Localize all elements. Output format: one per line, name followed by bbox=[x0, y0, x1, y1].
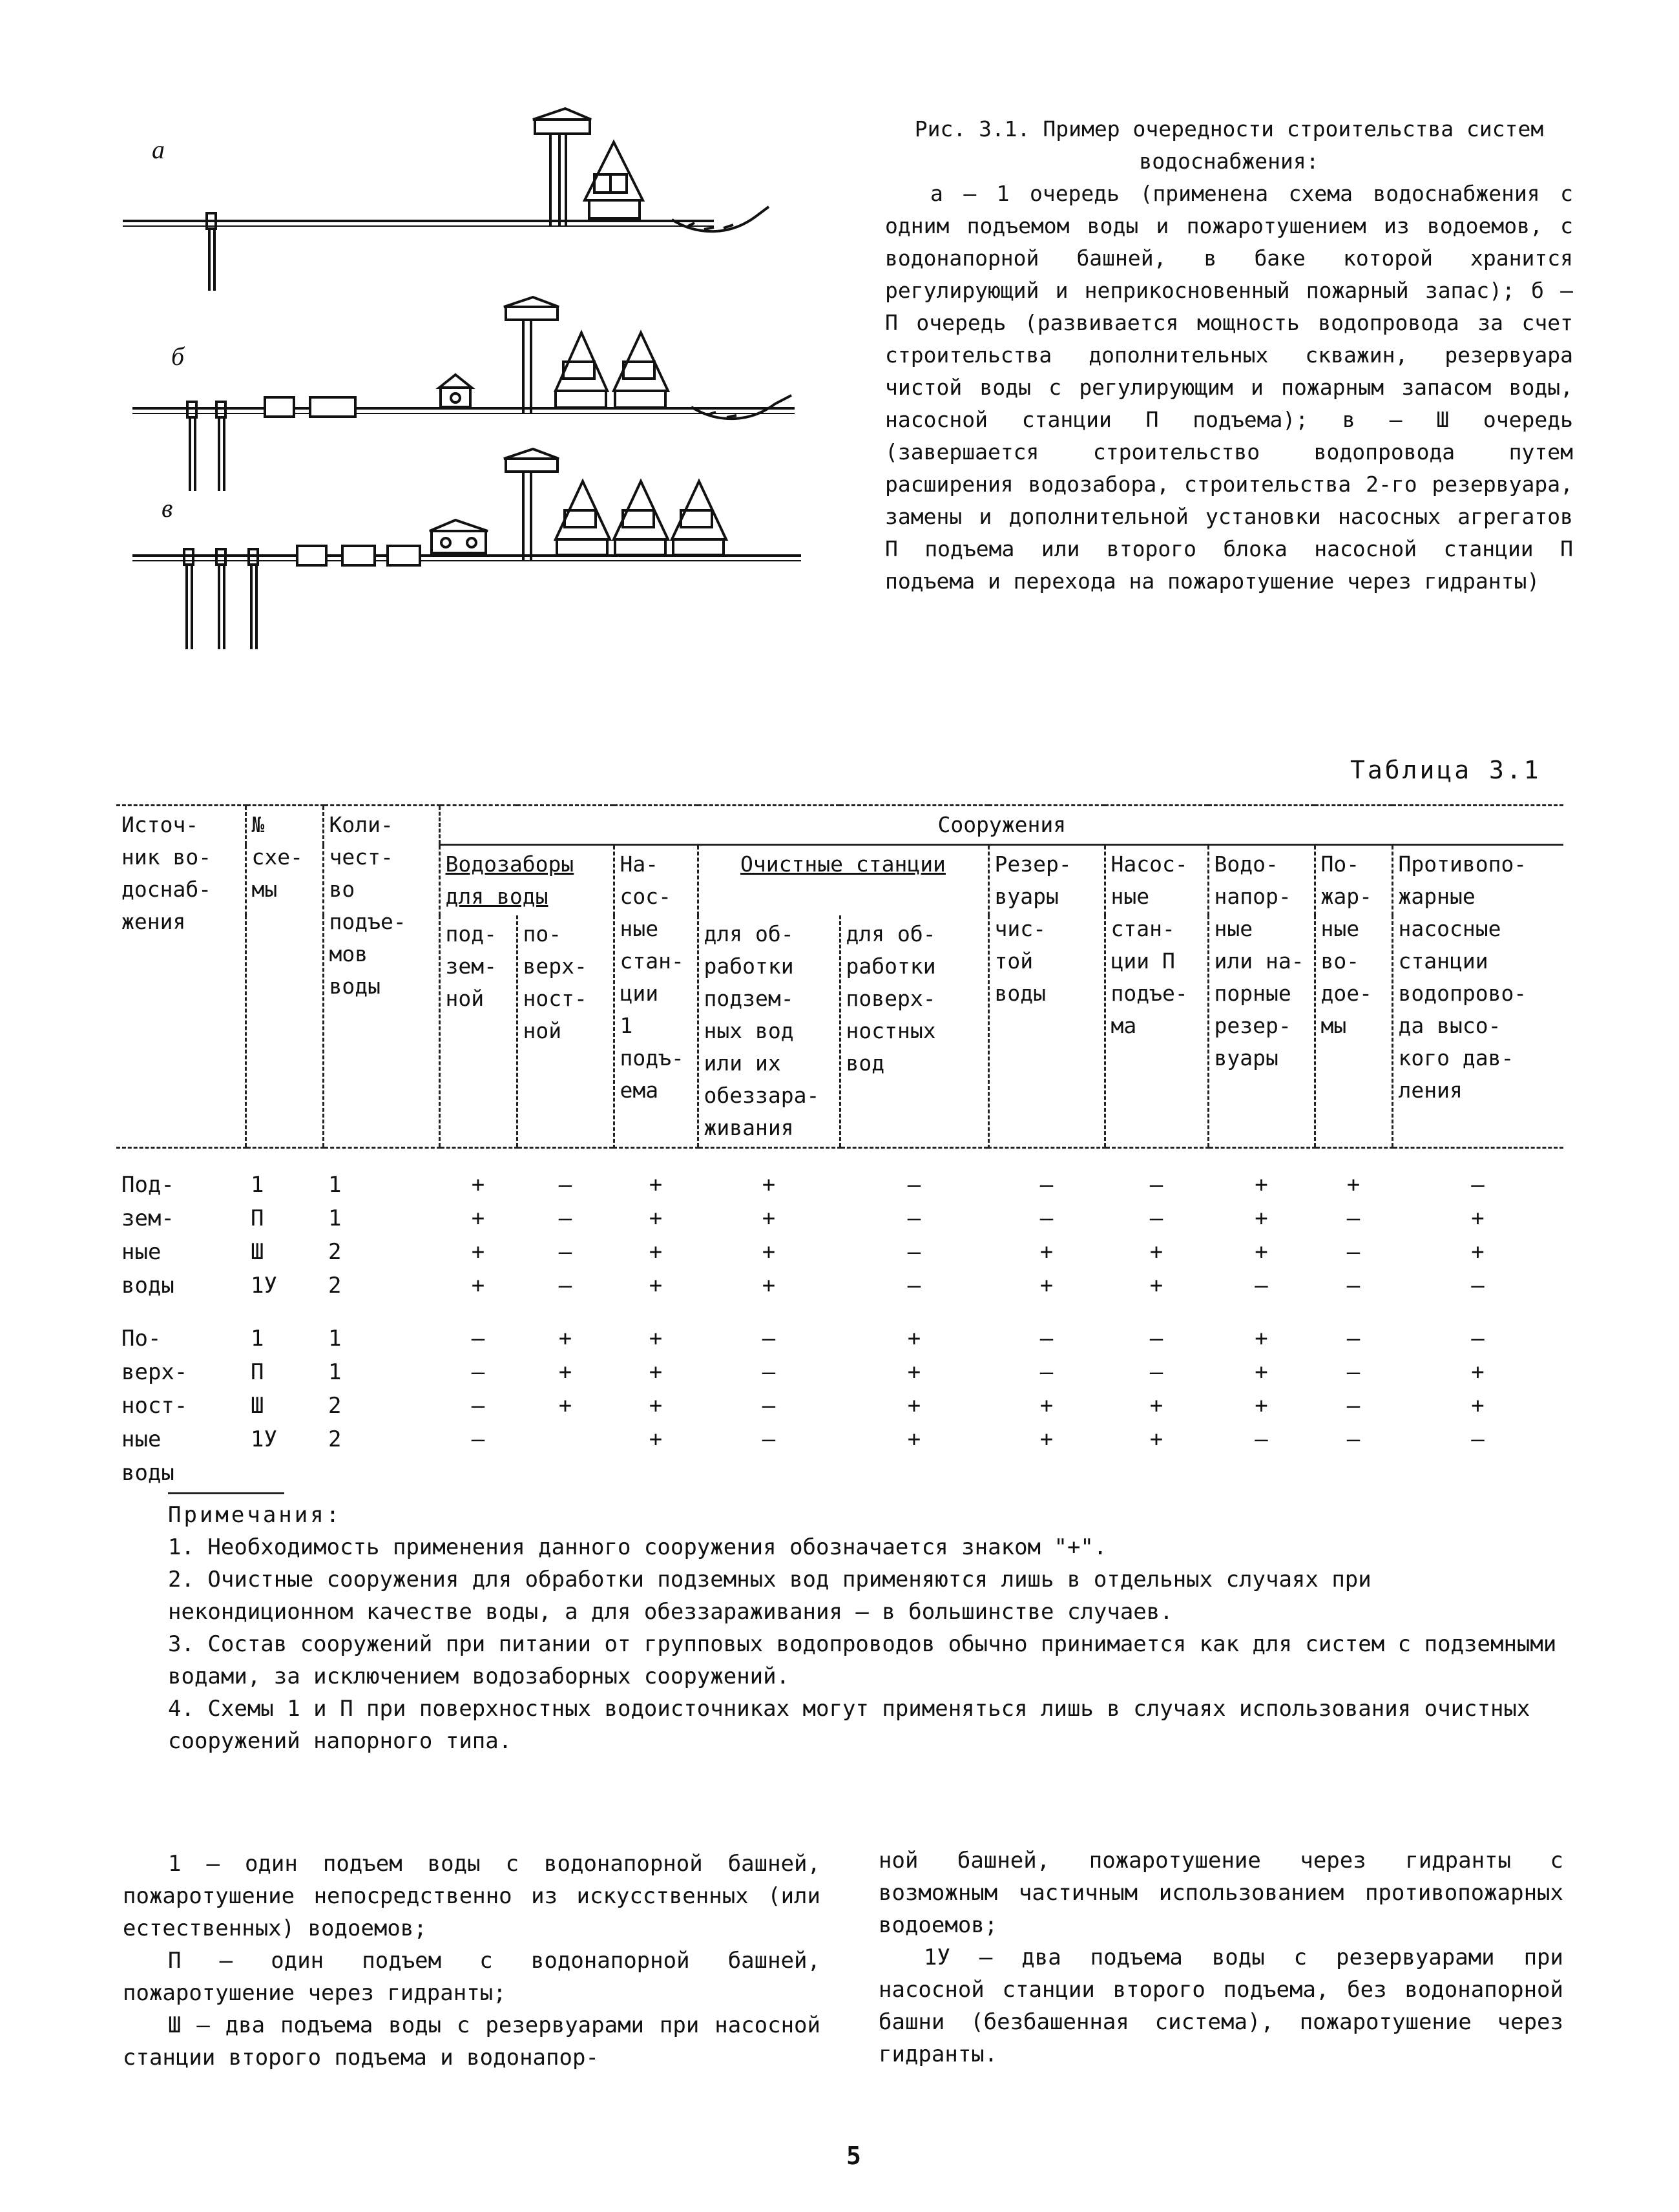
cell: + bbox=[1039, 1393, 1054, 1419]
header-source: Источ- ник во- доснаб- жения bbox=[116, 806, 245, 1148]
legend-item-continuation: ной башней, пожаротушение через гидранты с возможным частичным использованием противопожарных водоемов; bbox=[879, 1848, 1563, 1938]
cell: – bbox=[1149, 1359, 1163, 1385]
cell: + bbox=[1255, 1359, 1268, 1385]
row-source: По- bbox=[121, 1326, 162, 1351]
cell: – bbox=[1039, 1359, 1054, 1385]
cell: + bbox=[1471, 1359, 1485, 1385]
row-source: воды bbox=[121, 1460, 174, 1486]
cell: – bbox=[1346, 1426, 1361, 1452]
cell: – bbox=[1039, 1172, 1054, 1198]
cell: + bbox=[471, 1205, 485, 1231]
cell: + bbox=[907, 1426, 921, 1452]
table-row bbox=[116, 1235, 1563, 1269]
cell: – bbox=[907, 1273, 921, 1299]
cell: 2 bbox=[328, 1239, 342, 1265]
header-lifts: Коли- чест- во подъе- мов воды bbox=[323, 806, 439, 1148]
table-row bbox=[116, 1355, 1563, 1389]
header-scheme: № схе- мы bbox=[245, 806, 323, 1148]
cell: – bbox=[1471, 1426, 1485, 1452]
legend-item: Ш – два подъема воды с резервуарами при насосной станции второго подъема и водонапор- bbox=[123, 2012, 820, 2071]
cell: + bbox=[762, 1205, 776, 1231]
cell: + bbox=[649, 1205, 663, 1231]
cell: + bbox=[1039, 1239, 1054, 1265]
legend-item: 1 – один подъем воды с водонапорной башней, пожаротушение непосредственно из искусственных (или естественных) водоемов; bbox=[123, 1851, 820, 1941]
cell: + bbox=[1149, 1273, 1163, 1299]
cell: + bbox=[907, 1326, 921, 1351]
row-source: зем- bbox=[121, 1205, 174, 1231]
cell: + bbox=[649, 1172, 663, 1198]
cell bbox=[517, 1423, 614, 1456]
cell: + bbox=[649, 1239, 663, 1265]
cell: – bbox=[558, 1172, 572, 1198]
cell: + bbox=[1255, 1172, 1268, 1198]
cell: + bbox=[471, 1172, 485, 1198]
header-ponds: По- жар- ные во- дое- мы bbox=[1315, 845, 1392, 1148]
row-source: Под- bbox=[121, 1172, 174, 1198]
cell: + bbox=[1471, 1393, 1485, 1419]
page-number: 5 bbox=[846, 2142, 861, 2170]
note-item: 2. Очистные сооружения для обработки подземных вод применяются лишь в отдельных случаях при некондиционном качестве воды, а для обеззараживания – в большинстве случаев. bbox=[168, 1567, 1371, 1625]
cell: – bbox=[1346, 1239, 1361, 1265]
cell: + bbox=[907, 1393, 921, 1419]
header-treat-ground: для об- работки подзем- ных вод или их обеззара- живания bbox=[698, 915, 840, 1148]
cell: + bbox=[762, 1172, 776, 1198]
cell: – bbox=[762, 1393, 776, 1419]
cell: + bbox=[471, 1239, 485, 1265]
table-row bbox=[116, 1322, 1563, 1355]
figure-label-b: б bbox=[171, 342, 185, 371]
cell: П bbox=[251, 1205, 264, 1231]
cell: 2 bbox=[328, 1426, 342, 1452]
header-intakes: Водозаборы для воды bbox=[439, 845, 614, 916]
scheme-legend-left bbox=[123, 1848, 820, 2074]
figure-label-a: а bbox=[152, 135, 165, 164]
header-pump2: Насос- ные стан- ции П подъе- ма bbox=[1105, 845, 1208, 1148]
structures-table bbox=[116, 804, 1563, 1490]
table-row bbox=[116, 1423, 1563, 1456]
cell: – bbox=[1149, 1172, 1163, 1198]
cell: – bbox=[558, 1205, 572, 1231]
cell: + bbox=[1149, 1239, 1163, 1265]
cell: – bbox=[558, 1239, 572, 1265]
cell: – bbox=[1039, 1326, 1054, 1351]
cell: – bbox=[471, 1393, 485, 1419]
cell: + bbox=[1039, 1426, 1054, 1452]
cell: – bbox=[1255, 1273, 1268, 1299]
cell: – bbox=[471, 1359, 485, 1385]
table-row bbox=[116, 1269, 1563, 1302]
cell: + bbox=[1149, 1393, 1163, 1419]
figure-caption-title: Рис. 3.1. Пример очередности строительства систем водоснабжения: bbox=[914, 116, 1544, 174]
cell: + bbox=[558, 1359, 572, 1385]
cell: + bbox=[649, 1393, 663, 1419]
cell: – bbox=[1346, 1273, 1361, 1299]
cell: 1 bbox=[328, 1359, 342, 1385]
cell: + bbox=[1255, 1326, 1268, 1351]
cell: П bbox=[251, 1359, 264, 1385]
cell: Ш bbox=[251, 1239, 264, 1265]
legend-item: П – один подъем с водонапорной башней, пожаротушение через гидранты; bbox=[123, 1948, 820, 2006]
header-treatment: Очистные станции bbox=[698, 845, 988, 916]
legend-item: 1У – два подъема воды с резервуарами при насосной станции второго подъема, без водонапорной башни (безбашенная система), пожаротушение через гидранты. bbox=[879, 1945, 1563, 2067]
table-row bbox=[116, 1168, 1563, 1202]
cell: + bbox=[1149, 1426, 1163, 1452]
note-item: 1. Необходимость применения данного сооружения обозначается знаком "+". bbox=[168, 1534, 1107, 1560]
header-reservoirs: Резер- вуары чис- той воды bbox=[988, 845, 1105, 1148]
header-intake-ground: под- зем- ной bbox=[439, 915, 517, 1148]
cell: 1 bbox=[251, 1172, 264, 1198]
header-intake-surface: по- верх- ност- ной bbox=[517, 915, 614, 1148]
cell: + bbox=[1471, 1239, 1485, 1265]
notes-divider bbox=[168, 1492, 284, 1494]
header-structures: Сооружения bbox=[439, 806, 1563, 845]
cell: + bbox=[1255, 1205, 1268, 1231]
figure-caption bbox=[885, 113, 1573, 598]
cell: 1 bbox=[328, 1172, 342, 1198]
cell: – bbox=[907, 1172, 921, 1198]
cell: – bbox=[1255, 1426, 1268, 1452]
cell: + bbox=[762, 1273, 776, 1299]
cell: 1 bbox=[251, 1326, 264, 1351]
header-fire-pumps: Противопо- жарные насосные станции водопрово- да высо- кого дав- ления bbox=[1392, 845, 1563, 1148]
cell: – bbox=[1149, 1326, 1163, 1351]
cell: – bbox=[1471, 1172, 1485, 1198]
cell: + bbox=[649, 1426, 663, 1452]
cell: 1У bbox=[251, 1273, 277, 1299]
note-item: 3. Состав сооружений при питании от групповых водопроводов обычно принимается как для систем с подземными водами, за исключением водозаборных сооружений. bbox=[168, 1631, 1557, 1689]
cell: – bbox=[1346, 1359, 1361, 1385]
cell: – bbox=[907, 1239, 921, 1265]
row-source: воды bbox=[121, 1273, 174, 1299]
cell: + bbox=[1471, 1205, 1485, 1231]
row-source: ност- bbox=[121, 1393, 188, 1419]
cell: – bbox=[1346, 1393, 1361, 1419]
cell: – bbox=[1471, 1326, 1485, 1351]
cell: – bbox=[907, 1205, 921, 1231]
figure-label-v: в bbox=[162, 494, 173, 523]
figure-caption-body: а – 1 очередь (применена схема водоснабжения с одним подъемом воды и пожаротушением из водоемов, с водонапорной башней, в баке которой хранится регулирующий и неприкосновенный пожарный запас); б – П очередь (развивается мощность водопровода за счет строительства дополнительных скважин, резервуара чистой воды с регулирующим и пожарным запасом воды, насосной станции П подъема); в – Ш очередь (завершается строительство водопровода путем расширения водозабора, строительства 2-го резервуара, замены и дополнительной установки насосных агрегатов П подъема или второго блока насосной станции П подъема и перехода на пожаротушение через гидранты) bbox=[885, 181, 1573, 594]
table-row bbox=[116, 1456, 1563, 1490]
cell: – bbox=[471, 1426, 485, 1452]
header-pump1: На- сос- ные стан- ции 1 подъ- ема bbox=[614, 845, 698, 1148]
cell: – bbox=[762, 1359, 776, 1385]
cell: 1 bbox=[328, 1326, 342, 1351]
row-source: верх- bbox=[121, 1359, 188, 1385]
table-row bbox=[116, 1389, 1563, 1423]
cell: – bbox=[762, 1326, 776, 1351]
cell: + bbox=[762, 1239, 776, 1265]
cell: 2 bbox=[328, 1393, 342, 1419]
cell: – bbox=[1346, 1205, 1361, 1231]
water-supply-stages-figure bbox=[103, 97, 853, 678]
note-item: 4. Схемы 1 и П при поверхностных водоисточниках могут применяться лишь в случаях использования очистных сооружений напорного типа. bbox=[168, 1696, 1530, 1754]
cell: – bbox=[1471, 1273, 1485, 1299]
cell: + bbox=[558, 1393, 572, 1419]
header-treat-surface: для об- работки поверх- ностных вод bbox=[840, 915, 988, 1148]
cell: – bbox=[558, 1273, 572, 1299]
notes-heading: Примечания: bbox=[168, 1502, 342, 1528]
cell: 1У bbox=[251, 1426, 277, 1452]
cell: Ш bbox=[251, 1393, 264, 1419]
table-row bbox=[116, 1202, 1563, 1235]
header-towers: Водо- напор- ные или на- порные резер- вуары bbox=[1208, 845, 1315, 1148]
cell: + bbox=[1346, 1172, 1361, 1198]
cell: – bbox=[1149, 1205, 1163, 1231]
row-source: ные bbox=[121, 1426, 162, 1452]
cell: + bbox=[1255, 1239, 1268, 1265]
cell: + bbox=[907, 1359, 921, 1385]
notes bbox=[168, 1499, 1563, 1757]
cell: + bbox=[558, 1326, 572, 1351]
cell: + bbox=[649, 1326, 663, 1351]
cell: + bbox=[1039, 1273, 1054, 1299]
cell: – bbox=[1346, 1326, 1361, 1351]
cell: + bbox=[649, 1273, 663, 1299]
cell: + bbox=[471, 1273, 485, 1299]
cell: + bbox=[649, 1359, 663, 1385]
table-title: Таблица 3.1 bbox=[1350, 756, 1541, 784]
cell: – bbox=[1039, 1205, 1054, 1231]
scheme-legend-right bbox=[879, 1844, 1563, 2071]
row-source: ные bbox=[121, 1239, 162, 1265]
cell: – bbox=[471, 1326, 485, 1351]
cell: – bbox=[762, 1426, 776, 1452]
cell: 2 bbox=[328, 1273, 342, 1299]
cell: + bbox=[1255, 1393, 1268, 1419]
cell: 1 bbox=[328, 1205, 342, 1231]
